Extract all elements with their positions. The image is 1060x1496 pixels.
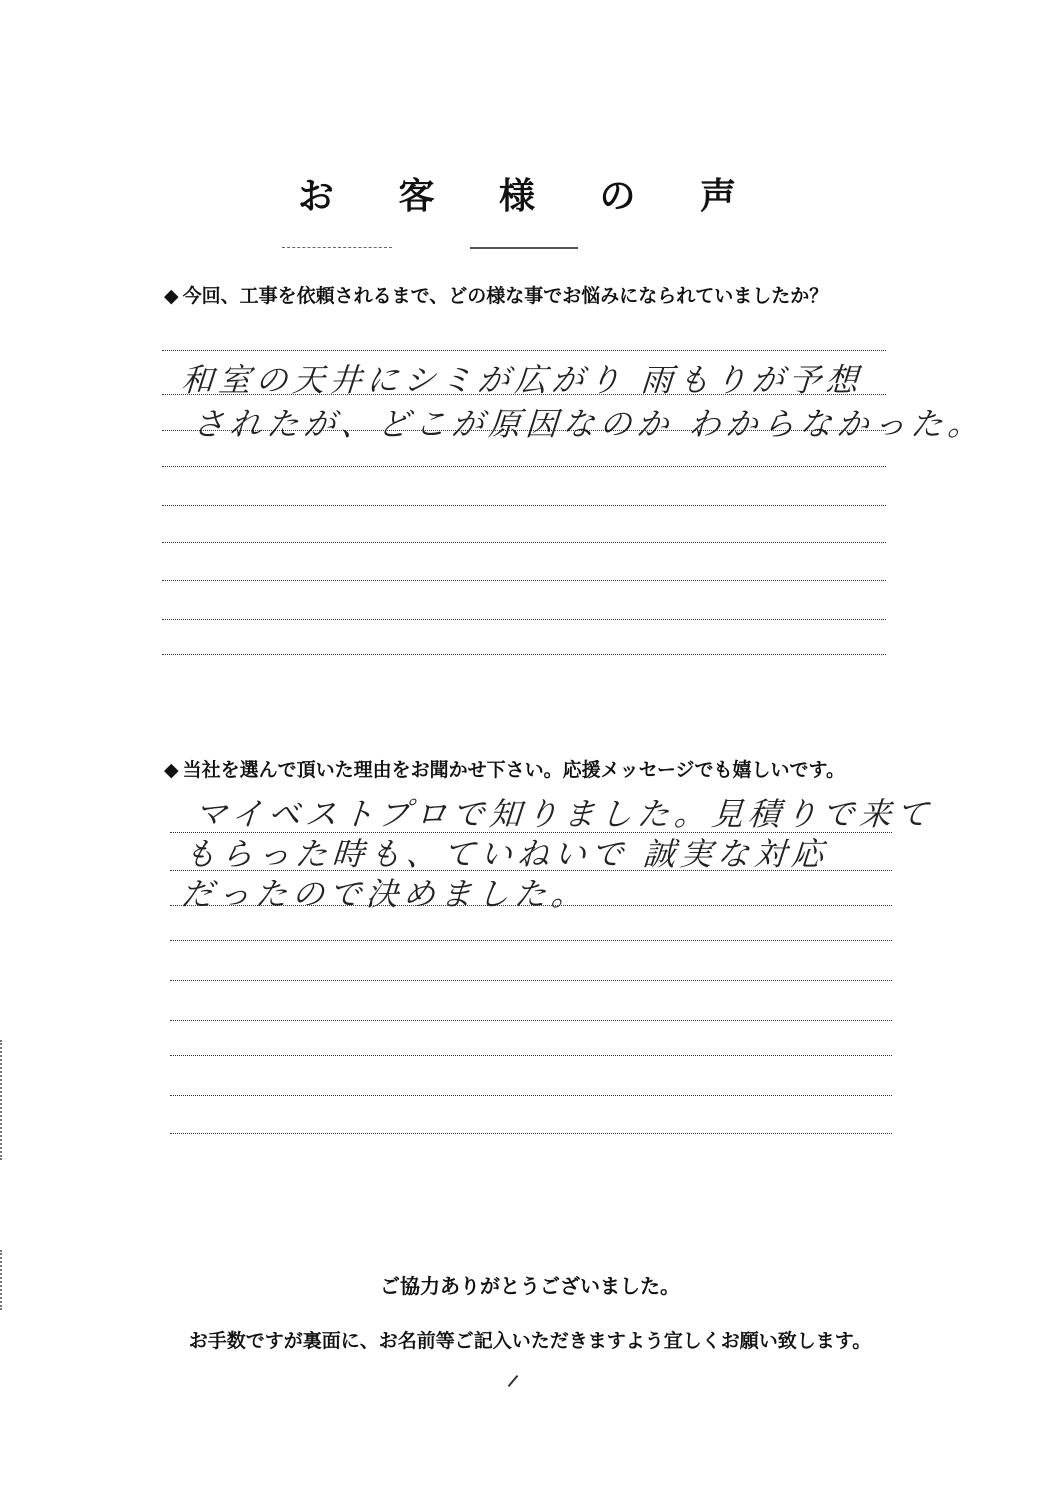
ruled-line — [170, 1020, 892, 1021]
answer-2-line: だったので決めました。 — [179, 875, 590, 913]
answer-2-line: もらった時も、ていねいで 誠実な対応 — [182, 835, 830, 873]
scan-margin-dots — [0, 1250, 6, 1310]
ruled-line — [162, 580, 886, 581]
answer-1-line: されたが、どこが原因なのか わからなかった。 — [191, 405, 986, 443]
ruled-line — [170, 1055, 892, 1056]
diamond-bullet-icon: ◆ — [164, 759, 179, 781]
request-message: お手数ですが裏面に、お名前等ご記入いただきますよう宜しくお願い致します。 — [188, 1330, 872, 1352]
ruled-line — [162, 350, 886, 351]
thanks-message: ご協力ありがとうございました。 — [380, 1274, 680, 1298]
answer-1-line: 和室の天井にシミが広がり 雨もりが予想 — [180, 361, 865, 399]
ruled-line — [170, 1095, 892, 1096]
title-underline — [470, 247, 578, 249]
ruled-line — [162, 466, 886, 467]
answer-2 — [180, 794, 935, 914]
ruled-line — [162, 619, 886, 620]
ruled-line — [162, 654, 886, 655]
question-1 — [164, 281, 828, 308]
diamond-bullet-icon: ◆ — [164, 285, 179, 307]
page-title: お 客 様 の 声 — [297, 176, 763, 217]
ruled-line — [162, 505, 886, 506]
question-2 — [164, 755, 845, 782]
ruled-line — [170, 940, 892, 941]
question-1-text: 今回、工事を依頼されるまで、どの様な事でお悩みになられていましたか？ — [182, 285, 829, 307]
scan-margin-dots — [0, 1040, 6, 1160]
stray-pen-mark — [508, 1375, 519, 1387]
ruled-line — [170, 1133, 892, 1134]
answer-1 — [177, 358, 989, 446]
answer-2-line: マイベストプロで知りました。見積りで来て — [193, 795, 935, 833]
ruled-line — [162, 542, 886, 543]
question-2-text: 当社を選んで頂いた理由をお聞かせ下さい。応援メッセージでも嬉しいです。 — [182, 759, 845, 781]
ruled-line — [170, 980, 892, 981]
title-underline-left — [282, 247, 392, 248]
